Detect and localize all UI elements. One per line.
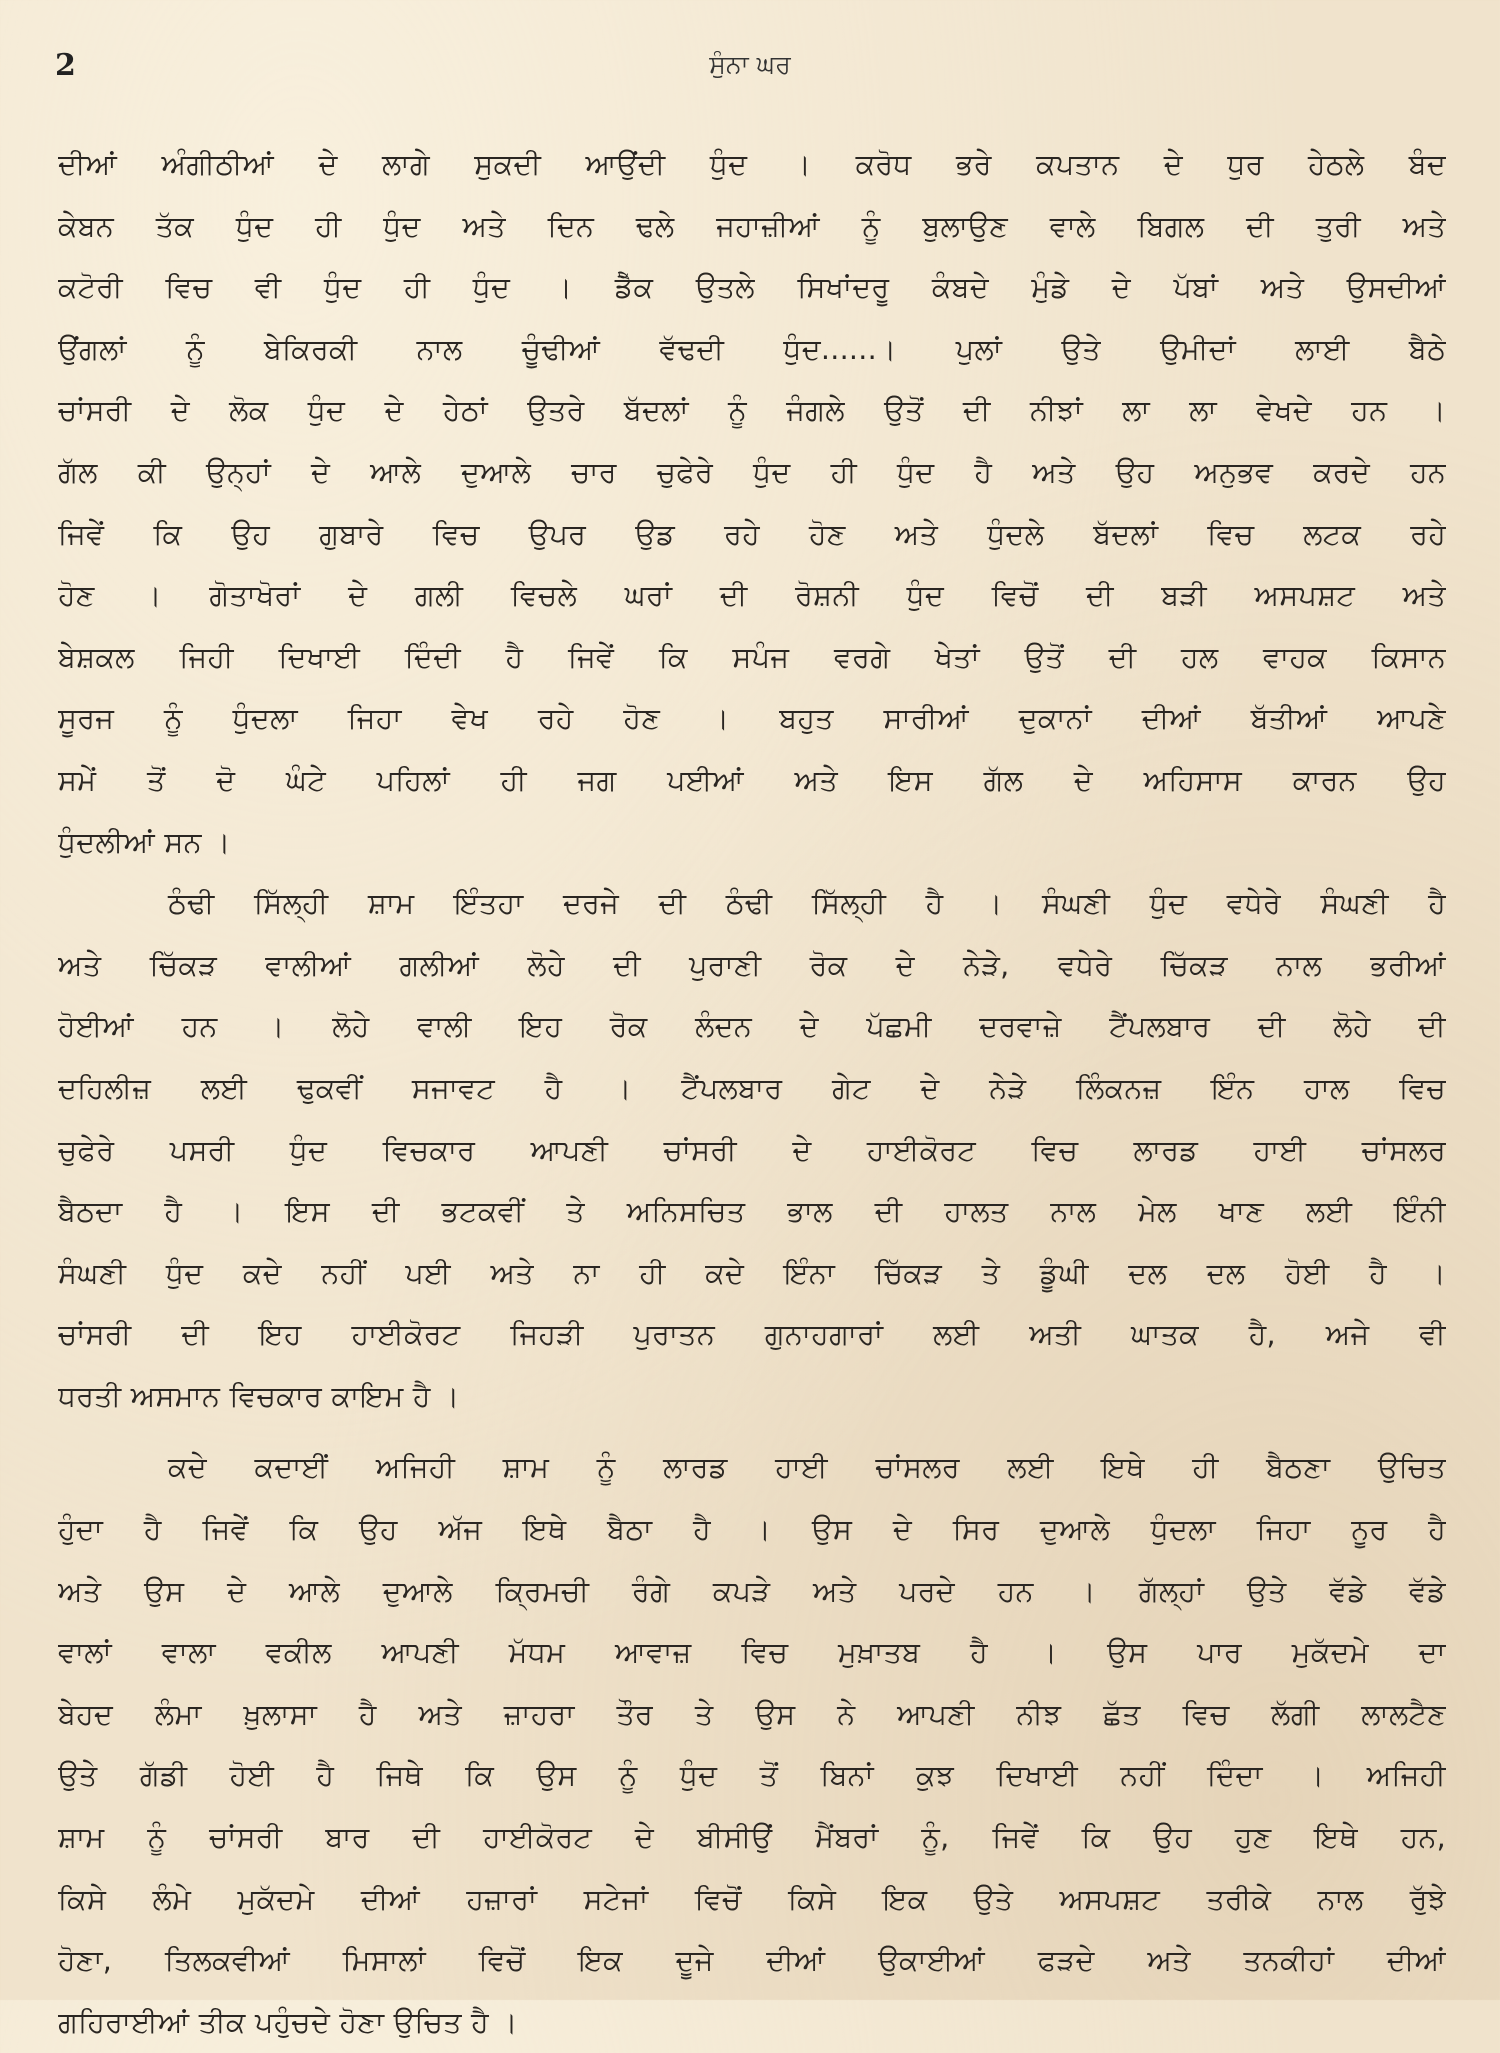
text-line: ਉਤੇ ਗੱਡੀ ਹੋਈ ਹੈ ਜਿਥੇ ਕਿ ਉਸ ਨੂੰ ਧੁੰਦ ਤੋਂ ਬਿਨਾਂ ਕੁਝ ਦਿਖਾਈ ਨਹੀਂ ਦਿੰਦਾ । ਅਜਿਹੀ bbox=[58, 1759, 1446, 1793]
text-line: ਹੋਈਆਂ ਹਨ । ਲੋਹੇ ਵਾਲੀ ਇਹ ਰੋਕ ਲੰਦਨ ਦੇ ਪੱਛਮੀ ਦਰਵਾਜ਼ੇ ਟੈਂਪਲਬਾਰ ਦੀ ਲੋਹੇ ਦੀ bbox=[58, 1010, 1446, 1044]
text-line: ਹੁੰਦਾ ਹੈ ਜਿਵੇਂ ਕਿ ਉਹ ਅੱਜ ਇਥੇ ਬੈਠਾ ਹੈ । ਉਸ ਦੇ ਸਿਰ ਦੁਆਲੇ ਧੁੰਦਲਾ ਜਿਹਾ ਨੂਰ ਹੈ bbox=[58, 1513, 1446, 1547]
text-line: ਬੈਠਦਾ ਹੈ । ਇਸ ਦੀ ਭਟਕਵੀਂ ਤੇ ਅਨਿਸਚਿਤ ਭਾਲ ਦੀ ਹਾਲਤ ਨਾਲ ਮੇਲ ਖਾਣ ਲਈ ਇੰਨੀ bbox=[58, 1195, 1446, 1229]
text-line: ਬੇਸ਼ਕਲ ਜਿਹੀ ਦਿਖਾਈ ਦਿੰਦੀ ਹੈ ਜਿਵੇਂ ਕਿ ਸਪੰਜ ਵਰਗੇ ਖੇਤਾਂ ਉਤੋਂ ਦੀ ਹਲ ਵਾਹਕ ਕਿਸਾਨ bbox=[58, 640, 1446, 674]
text-line: ਸ਼ਾਮ ਨੂੰ ਚਾਂਸਰੀ ਬਾਰ ਦੀ ਹਾਈਕੋਰਟ ਦੇ ਬੀਸੀਉਂ ਮੈਂਬਰਾਂ ਨੂੰ, ਜਿਵੇਂ ਕਿ ਉਹ ਹੁਣ ਇਥੇ ਹਨ, bbox=[58, 1821, 1446, 1855]
paragraph-1 bbox=[58, 134, 1446, 873]
text-line: ਕੇਬਨ ਤੱਕ ਧੁੰਦ ਹੀ ਧੁੰਦ ਅਤੇ ਦਿਨ ਢਲੇ ਜਹਾਜ਼ੀਆਂ ਨੂੰ ਬੁਲਾਉਣ ਵਾਲੇ ਬਿਗਲ ਦੀ ਤੁਰੀ ਅਤੇ bbox=[58, 209, 1446, 243]
text-line: ਧੁੰਦਲੀਆਂ ਸਨ । bbox=[58, 825, 231, 859]
page-number: 2 bbox=[55, 48, 76, 83]
text-line: ਅਤੇ ਉਸ ਦੇ ਆਲੇ ਦੁਆਲੇ ਕ੍ਰਿਮਚੀ ਰੰਗੇ ਕਪੜੇ ਅਤੇ ਪਰਦੇ ਹਨ । ਗੱਲ੍ਹਾਂ ਉਤੇ ਵੱਡੇ ਵੱਡੇ bbox=[58, 1574, 1446, 1608]
text-line: ਗਹਿਰਾਈਆਂ ਤੀਕ ਪਹੁੰਚਦੇ ਹੋਣਾ ਉਚਿਤ ਹੈ । bbox=[58, 2005, 518, 2039]
text-line: ਚਾਂਸਰੀ ਦੀ ਇਹ ਹਾਈਕੋਰਟ ਜਿਹੜੀ ਪੁਰਾਤਨ ਗੁਨਾਹਗਾਰਾਂ ਲਈ ਅਤੀ ਘਾਤਕ ਹੈ, ਅਜੇ ਵੀ bbox=[58, 1318, 1446, 1352]
text-line: ਵਾਲਾਂ ਵਾਲਾ ਵਕੀਲ ਆਪਣੀ ਮੱਧਮ ਆਵਾਜ਼ ਵਿਚ ਮੁਖ਼ਾਤਬ ਹੈ । ਉਸ ਪਾਰ ਮੁਕੱਦਮੇ ਦਾ bbox=[58, 1636, 1446, 1670]
text-line: ਸੂਰਜ ਨੂੰ ਧੁੰਦਲਾ ਜਿਹਾ ਵੇਖ ਰਹੇ ਹੋਣ । ਬਹੁਤ ਸਾਰੀਆਂ ਦੁਕਾਨਾਂ ਦੀਆਂ ਬੱਤੀਆਂ ਆਪਣੇ bbox=[58, 702, 1446, 736]
body-text bbox=[58, 134, 1446, 2053]
text-line: ਹੋਣ । ਗੋਤਾਖੋਰਾਂ ਦੇ ਗਲੀ ਵਿਚਲੇ ਘਰਾਂ ਦੀ ਰੋਸ਼ਨੀ ਧੁੰਦ ਵਿਚੋਂ ਦੀ ਬੜੀ ਅਸਪਸ਼ਟ ਅਤੇ bbox=[58, 579, 1446, 613]
text-line: ਹੋਣਾ, ਤਿਲਕਵੀਆਂ ਮਿਸਾਲਾਂ ਵਿਚੋਂ ਇਕ ਦੂਜੇ ਦੀਆਂ ਉਕਾਈਆਂ ਫੜਦੇ ਅਤੇ ਤਨਕੀਹਾਂ ਦੀਆਂ bbox=[58, 1944, 1446, 1978]
text-line: ਗੱਲ ਕੀ ਉਨ੍ਹਾਂ ਦੇ ਆਲੇ ਦੁਆਲੇ ਚਾਰ ਚੁਫੇਰੇ ਧੁੰਦ ਹੀ ਧੁੰਦ ਹੈ ਅਤੇ ਉਹ ਅਨੁਭਵ ਕਰਦੇ ਹਨ bbox=[58, 455, 1446, 489]
text-line: ਸੰਘਣੀ ਧੁੰਦ ਕਦੇ ਨਹੀਂ ਪਈ ਅਤੇ ਨਾ ਹੀ ਕਦੇ ਇੰਨਾ ਚਿੱਕੜ ਤੇ ਡੂੰਘੀ ਦਲ ਦਲ ਹੋਈ ਹੈ । bbox=[58, 1256, 1446, 1290]
text-line: ਕਦੇ ਕਦਾਈਂ ਅਜਿਹੀ ਸ਼ਾਮ ਨੂੰ ਲਾਰਡ ਹਾਈ ਚਾਂਸਲਰ ਲਈ ਇਥੇ ਹੀ ਬੈਠਣਾ ਉਚਿਤ bbox=[168, 1451, 1446, 1485]
running-title: ਸੁੰਨਾ ਘਰ bbox=[709, 50, 791, 79]
text-line: ਬੇਹਦ ਲੰਮਾ ਖ਼ੁਲਾਸਾ ਹੈ ਅਤੇ ਜ਼ਾਹਰਾ ਤੌਰ ਤੇ ਉਸ ਨੇ ਆਪਣੀ ਨੀਝ ਛੱਤ ਵਿਚ ਲੱਗੀ ਲਾਲਟੈਣ bbox=[58, 1697, 1446, 1731]
text-line: ਦਹਿਲੀਜ਼ ਲਈ ਢੁਕਵੀਂ ਸਜਾਵਟ ਹੈ । ਟੈਂਪਲਬਾਰ ਗੇਟ ਦੇ ਨੇੜੇ ਲਿੰਕਨਜ਼ ਇੰਨ ਹਾਲ ਵਿਚ bbox=[58, 1071, 1446, 1105]
text-line: ਉਂਗਲਾਂ ਨੂੰ ਬੇਕਿਰਕੀ ਨਾਲ ਚੂੰਢੀਆਂ ਵੱਢਦੀ ਧੁੰਦ......। ਪੁਲਾਂ ਉਤੇ ਉਮੀਦਾਂ ਲਾਈ ਬੈਠੇ bbox=[58, 332, 1446, 366]
text-line: ਠੰਢੀ ਸਿੱਲ੍ਹੀ ਸ਼ਾਮ ਇੰਤਹਾ ਦਰਜੇ ਦੀ ਠੰਢੀ ਸਿੱਲ੍ਹੀ ਹੈ । ਸੰਘਣੀ ਧੁੰਦ ਵਧੇਰੇ ਸੰਘਣੀ ਹੈ bbox=[168, 887, 1446, 921]
text-line: ਕਿਸੇ ਲੰਮੇ ਮੁਕੱਦਮੇ ਦੀਆਂ ਹਜ਼ਾਰਾਂ ਸਟੇਜਾਂ ਵਿਚੋਂ ਕਿਸੇ ਇਕ ਉਤੇ ਅਸਪਸ਼ਟ ਤਰੀਕੇ ਨਾਲ ਰੁੱਝੇ bbox=[58, 1882, 1446, 1916]
text-line: ਅਤੇ ਚਿੱਕੜ ਵਾਲੀਆਂ ਗਲੀਆਂ ਲੋਹੇ ਦੀ ਪੁਰਾਣੀ ਰੋਕ ਦੇ ਨੇੜੇ, ਵਧੇਰੇ ਚਿੱਕੜ ਨਾਲ ਭਰੀਆਂ bbox=[58, 948, 1446, 982]
text-line: ਜਿਵੇਂ ਕਿ ਉਹ ਗੁਬਾਰੇ ਵਿਚ ਉਪਰ ਉਡ ਰਹੇ ਹੋਣ ਅਤੇ ਧੁੰਦਲੇ ਬੱਦਲਾਂ ਵਿਚ ਲਟਕ ਰਹੇ bbox=[58, 517, 1446, 551]
paragraph-3 bbox=[58, 1437, 1446, 2053]
text-line: ਧਰਤੀ ਅਸਮਾਨ ਵਿਚਕਾਰ ਕਾਇਮ ਹੈ । bbox=[58, 1379, 460, 1413]
text-line: ਸਮੇਂ ਤੋਂ ਦੋ ਘੰਟੇ ਪਹਿਲਾਂ ਹੀ ਜਗ ਪਈਆਂ ਅਤੇ ਇਸ ਗੱਲ ਦੇ ਅਹਿਸਾਸ ਕਾਰਨ ਉਹ bbox=[58, 763, 1446, 797]
text-line: ਦੀਆਂ ਅੰਗੀਠੀਆਂ ਦੇ ਲਾਗੇ ਸੁਕਦੀ ਆਉਂਦੀ ਧੁੰਦ । ਕਰੋਧ ਭਰੇ ਕਪਤਾਨ ਦੇ ਧੁਰ ਹੇਠਲੇ ਬੰਦ bbox=[58, 148, 1446, 181]
text-line: ਚੁਫੇਰੇ ਪਸਰੀ ਧੁੰਦ ਵਿਚਕਾਰ ਆਪਣੀ ਚਾਂਸਰੀ ਦੇ ਹਾਈਕੋਰਟ ਵਿਚ ਲਾਰਡ ਹਾਈ ਚਾਂਸਲਰ bbox=[58, 1133, 1446, 1167]
text-line: ਕਟੋਰੀ ਵਿਚ ਵੀ ਧੁੰਦ ਹੀ ਧੁੰਦ । ਡੈੱਕ ਉਤਲੇ ਸਿਖਾਂਦਰੂ ਕੰਬਦੇ ਮੁੰਡੇ ਦੇ ਪੱਬਾਂ ਅਤੇ ਉਸਦੀਆਂ bbox=[58, 271, 1446, 305]
text-line: ਚਾਂਸਰੀ ਦੇ ਲੋਕ ਧੁੰਦ ਦੇ ਹੇਠਾਂ ਉਤਰੇ ਬੱਦਲਾਂ ਨੂੰ ਜੰਗਲੇ ਉਤੋਂ ਦੀ ਨੀਝਾਂ ਲਾ ਲਾ ਵੇਖਦੇ ਹਨ । bbox=[58, 394, 1446, 428]
paragraph-gap bbox=[58, 1427, 1446, 1437]
paragraph-2 bbox=[58, 873, 1446, 1427]
